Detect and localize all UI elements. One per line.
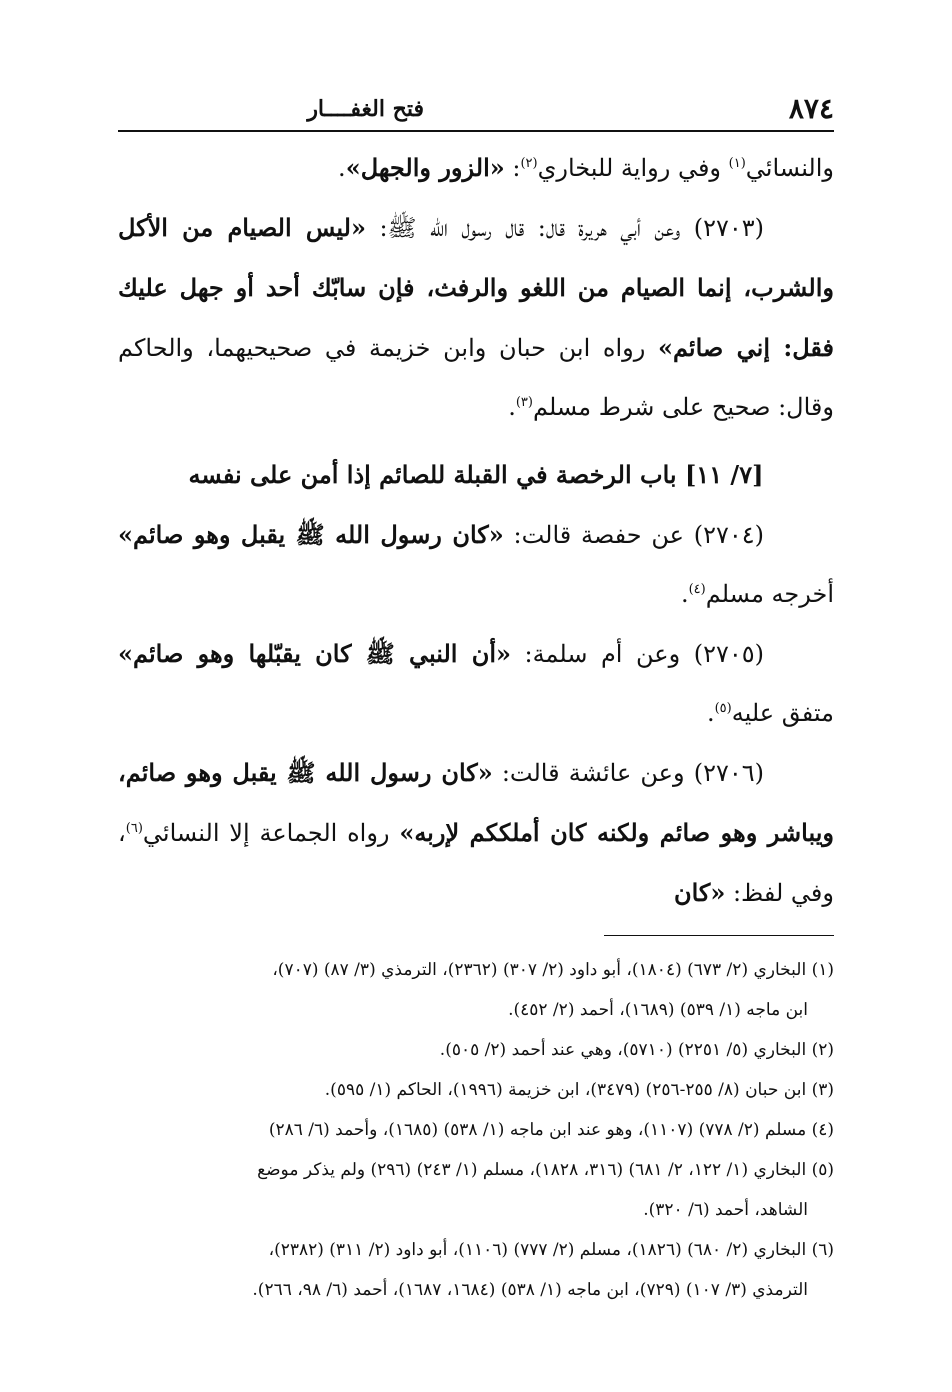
paragraph-continuation: والنسائي$^{(١)}$ وفي رواية للبخاري$^{(٢)}$: «الزور والجهل». — [338, 153, 834, 182]
hadith-text: «ليس الصيام من الأكل والشرب، إنما الصيام من اللغو والرفث، فإن سابّك أحد أو جهل عليك فقل: إني صائم» — [118, 213, 835, 362]
hadith-text: «أن النبي ﷺ كان يقبّلها وهو صائم» — [118, 639, 512, 668]
hadith-2704: (٢٧٠٤) عن حفصة قالت: «كان رسول الله ﷺ يقبل وهو صائم» أخرجه مسلم$^{(٤)}$. — [118, 520, 834, 608]
main-text — [118, 138, 834, 923]
chapter-heading: [٧/ ١١] باب الرخصة في القبلة للصائم إذا أمن على نفسه — [188, 460, 764, 489]
page-number: ٨٧٤ — [788, 92, 834, 125]
footnote-ref-4: (٤) — [688, 582, 706, 597]
hadith-text: «كان — [673, 878, 726, 907]
footnote-ref-3: (٣) — [515, 395, 533, 410]
book-title: فتح الغفــــار — [307, 96, 424, 122]
hadith-text: «كان رسول الله ﷺ يقبل وهو صائم، ويباشر وهو صائم ولكنه كان أملككم لإربه» — [118, 758, 834, 847]
footnote-4: (٤) مسلم (٢/ ٧٧٨) (١١٠٧)، وهو عند ابن ماجه (١/ ٥٣٨) (١٦٨٥)، وأحمد (٦/ ٢٨٦) — [268, 1120, 834, 1140]
footnote-5: (٥) البخاري (١/ ١٢٢، ٢/ ٦٨١) (٣١٦، ١٨٢٨)، مسلم (١/ ٢٤٣) (٢٩٦) ولم يذكر موضع — [257, 1160, 834, 1180]
footnote-divider — [604, 935, 834, 936]
page-header — [118, 88, 834, 132]
hadith-text: «الزور والجهل» — [345, 153, 505, 182]
footnote-2: (٢) البخاري (٥/ ٢٢٥١) (٥٧١٠)، وهي عند أحمد (٢/ ٥٠٥). — [439, 1040, 834, 1060]
footnote-1: (١) البخاري (٢/ ٦٧٣) (١٨٠٤)، أبو داود (٢/ ٣٠٧) (٢٣٦٢)، الترمذي (٣/ ٨٧) (٧٠٧)، — [272, 960, 834, 980]
footnote-3: (٣) ابن حبان (٨/ ٢٥٥-٢٥٦) (٣٤٧٩)، ابن خزيمة (١٩٩٦)، الحاكم (١/ ٥٩٥). — [324, 1080, 834, 1100]
footnote-5-continued: الشاهد، أحمد (٦/ ٣٢٠). — [643, 1200, 808, 1220]
footnote-ref-1: (١) — [728, 156, 746, 171]
footnote-1-continued: ابن ماجه (١/ ٥٣٩) (١٦٨٩)، أحمد (٢/ ٤٥٢). — [508, 1000, 808, 1020]
footnote-ref-5: (٥) — [714, 701, 732, 716]
document-page — [118, 88, 834, 1310]
footnote-ref-6: (٦) — [125, 821, 143, 836]
footnote-6: (٦) البخاري (٢/ ٦٨٠) (١٨٢٦)، مسلم (٢/ ٧٧٧) (١١٠٦)، أبو داود (٢/ ٣١١) (٢٣٨٢)، — [268, 1240, 834, 1260]
hadith-2703: (٢٧٠٣) وعن أبي هريرة قال: قال رسول الله ﷺ: «ليس الصيام من الأكل والشرب، إنما الصيام من اللغو والرفث، فإن سابّك أحد أو جهل عليك فقل: إني صائم» رواه ابن حبان وابن خزيمة في صحيحيهما، والحاكم وقال: صحيح على شرط مسلم$^{(٣)}$. — [118, 213, 835, 421]
footnote-6-continued: الترمذي (٣/ ١٠٧) (٧٢٩)، ابن ماجه (١/ ٥٣٨) (١٦٨٤، ١٦٨٧)، أحمد (٦/ ٩٨، ٢٦٦). — [252, 1280, 808, 1300]
footnote-ref-2: (٢) — [520, 156, 538, 171]
hadith-2706: (٢٧٠٦) وعن عائشة قالت: «كان رسول الله ﷺ يقبل وهو صائم، ويباشر وهو صائم ولكنه كان أملككم لإربه» رواه الجماعة إلا النسائي$^{(٦)}$، وفي لفظ: «كان — [118, 758, 834, 907]
footnotes — [118, 950, 834, 1310]
hadith-2705: (٢٧٠٥) وعن أم سلمة: «أن النبي ﷺ كان يقبّلها وهو صائم» متفق عليه$^{(٥)}$. — [118, 639, 834, 727]
hadith-text: «كان رسول الله ﷺ يقبل وهو صائم» — [118, 520, 504, 549]
